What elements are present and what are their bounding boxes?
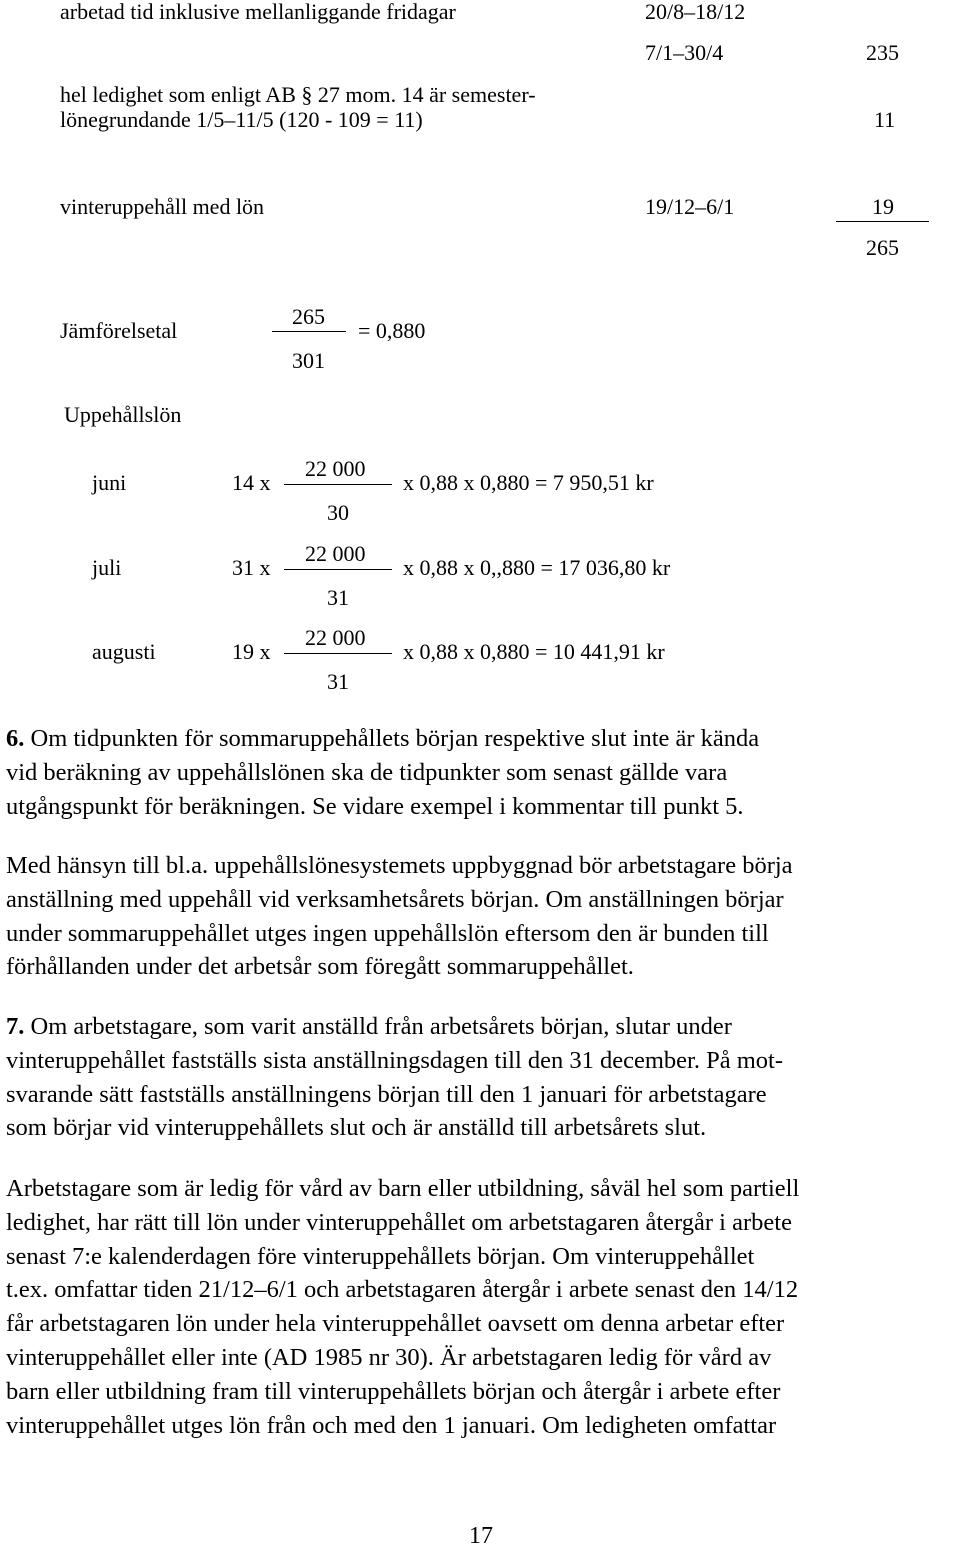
comparison-numerator: 265 [292,304,325,329]
paragraph-employment-start [6,849,958,984]
days-factor: 19 x [232,639,271,664]
salary-numerator: 22 000 [305,625,366,650]
paragraph-line: Om arbetstagare, som varit anställd från arbetsårets början, slutar under [30,1013,732,1040]
paragraph-line: vinteruppehållet eller inte (AD 1985 nr 30). Är arbetstagaren ledig för vård av [6,1343,772,1371]
days-denominator: 31 [327,585,349,610]
salary-numerator: 22 000 [305,456,366,481]
paragraph-line: ledighet, har rätt till lön under vinteruppehållet om arbetstagaren återgår i arbete [6,1208,792,1236]
paragraph-line: vid beräkning av uppehållslönen ska de tidpunkter som senast gällde vara [6,758,728,786]
worktime-label-worked: arbetad tid inklusive mellanliggande fridagar [60,0,456,24]
comparison-fraction-bar [272,331,346,332]
holiday-pay-heading: Uppehållslön [64,402,182,427]
fraction-bar [284,484,392,485]
worktime-period-spring: 7/1–30/4 [645,40,724,65]
worktime-period-worked: 20/8–18/12 [645,0,746,24]
comparison-label: Jämförelsetal [60,318,178,343]
paragraph-7 [6,1010,958,1145]
paragraph-line: Om tidpunkten för sommaruppehållets början respektive slut inte är kända [30,725,760,752]
paragraph-line: anställning med uppehåll vid verksamhetsårets början. Om anställningen börjar [6,885,784,913]
worktime-label-leave-line1: hel ledighet som enligt AB § 27 mom. 14 är semester- [60,82,536,107]
paragraph-line: svarande sätt fastställs anställningens början till den 1 januari för arbetstagare [6,1080,767,1108]
worktime-total: 265 [866,235,899,260]
fraction-bar [284,653,392,654]
month-result: x 0,88 x 0,,880 = 17 036,80 kr [403,555,671,580]
month-label: juli [92,555,122,580]
worktime-label-leave-line2: lönegrundande 1/5–11/5 (120 - 109 = 11) [60,107,423,132]
worktime-days-worked: 235 [866,40,899,65]
paragraph-line: förhållanden under det arbetsår som föregått sommaruppehållet. [6,953,634,981]
comparison-denominator: 301 [292,348,325,373]
days-denominator: 30 [327,500,349,525]
days-denominator: 31 [327,669,349,694]
days-factor: 31 x [232,555,271,580]
page-number: 17 [469,1523,493,1549]
month-result: x 0,88 x 0,880 = 10 441,91 kr [403,639,665,664]
paragraph-line: som börjar vid vinteruppehållets slut och är anställd till arbetsårets slut. [6,1114,707,1142]
worktime-period-winter: 19/12–6/1 [645,194,735,219]
month-result: x 0,88 x 0,880 = 7 950,51 kr [403,470,654,495]
fraction-bar [284,569,392,570]
paragraph-line: senast 7:e kalenderdagen före vinteruppehållets början. Om vinteruppehållet [6,1242,755,1270]
worktime-days-leave: 11 [874,107,896,132]
worktime-label-winter: vinteruppehåll med lön [60,194,265,219]
paragraph-line: vinteruppehållet fastställs sista anställningsdagen till den 31 december. På mot- [6,1046,784,1074]
days-factor: 14 x [232,470,271,495]
paragraph-line: utgångspunkt för beräkningen. Se vidare exempel i kommentar till punkt 5. [6,792,744,820]
paragraph-line: under sommaruppehållet utges ingen uppehållslön eftersom den är bunden till [6,919,769,947]
salary-numerator: 22 000 [305,541,366,566]
paragraph-line: Arbetstagare som är ledig för vård av barn eller utbildning, såväl hel som partiell [6,1175,800,1202]
comparison-result: = 0,880 [358,318,426,343]
paragraph-line: t.ex. omfattar tiden 21/12–6/1 och arbetstagaren återgår i arbete senast den 14/12 [6,1276,799,1304]
paragraph-line: Med hänsyn till bl.a. uppehållslönesystemets uppbyggnad bör arbetstagare börja [6,852,793,879]
paragraph-line: vinteruppehållet utges lön från och med den 1 januari. Om ledigheten omfattar [6,1411,777,1439]
section-number: 7. [6,1013,25,1040]
section-number: 6. [6,725,25,752]
paragraph-line: får arbetstagaren lön under hela vinteruppehållet oavsett om denna arbetar efter [6,1310,785,1338]
month-label: augusti [92,639,156,664]
paragraph-line: barn eller utbildning fram till vinteruppehållets början och återgår i arbete efter [6,1377,781,1405]
sum-rule [836,221,929,222]
paragraph-6 [6,722,958,823]
worktime-days-winter: 19 [872,194,894,219]
month-label: juni [92,470,127,495]
paragraph-leave-for-care [6,1172,958,1442]
